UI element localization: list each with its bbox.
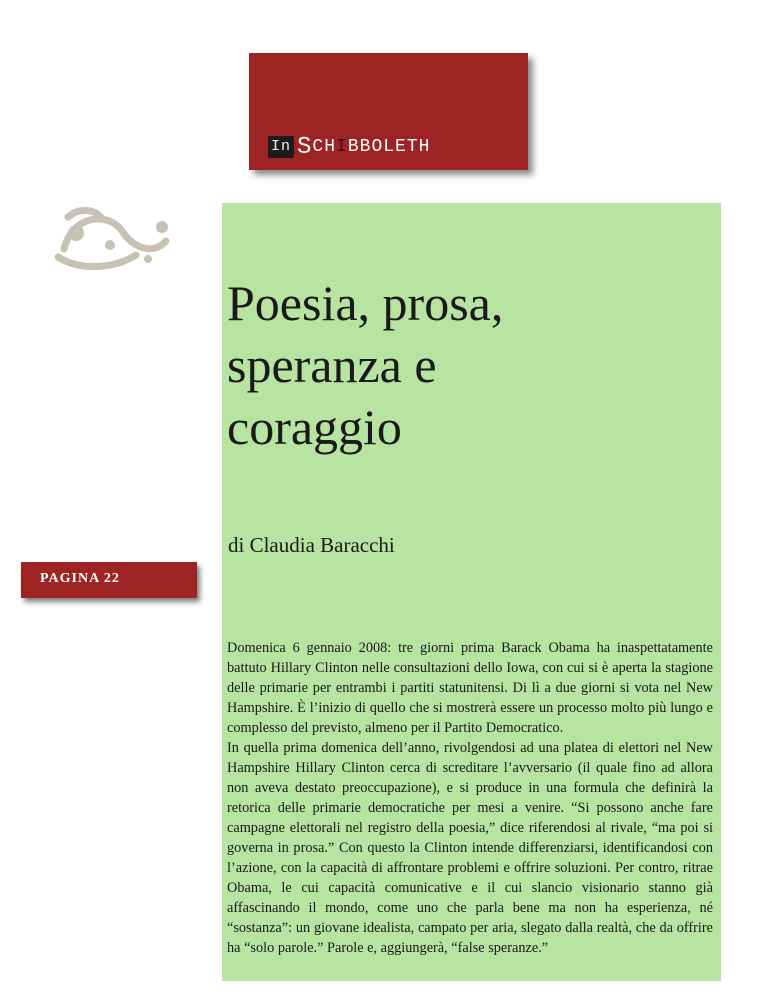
masthead-part2: BBOLETH <box>347 137 431 157</box>
article-byline: di Claudia Baracchi <box>228 533 395 557</box>
page-number-label: PAGINA 22 <box>40 571 120 586</box>
masthead-logo <box>268 132 430 162</box>
masthead-box <box>249 53 528 170</box>
masthead-prefix: In <box>268 136 294 158</box>
masthead-i: I <box>336 137 348 157</box>
title-line: coraggio <box>227 399 402 455</box>
article-title <box>227 272 707 458</box>
article-body <box>227 638 713 958</box>
title-line: Poesia, prosa, <box>227 275 504 331</box>
masthead-part1: CH <box>312 137 337 157</box>
decorative-flourish-icon <box>50 205 175 273</box>
article-paragraph: In quella prima domenica dell’anno, rivolgendosi ad una platea di elettori nel New Hampshire Hillary Clinton cerca di screditare l’avversario (il quale fino ad allora non aveva destato preoccupazione), e si produce in una formula che definirà la retorica delle primarie democratiche per mesi a venire. “Si possono anche fare campagne elettorali nel registro della poesia,” dice riferendosi al rivale, “ma poi si governa in prosa.” Con questo la Clinton intende differenziarsi, identificandosi con l’azione, con la capacità di affrontare problemi e offrire soluzioni. Per contro, ritrae Obama, le cui capacità comunicative e il cui slancio visionario stanno già affascinando il mondo, come uno che parla bene ma non ha esperienza, né “sostanza”: un giovane idealista, campato per aria, slegato dalla realtà, che da offrire ha “solo parole.” Parole e, aggiungerà, “false speranze.” <box>227 740 713 956</box>
page-number-tab <box>21 562 197 598</box>
masthead-initial: S <box>297 133 313 161</box>
article-paragraph: Domenica 6 gennaio 2008: tre giorni prima Barack Obama ha inaspettatamente battuto Hillary Clinton nelle consultazioni dello Iowa, con cui si è aperta la stagione delle primarie per entrambi i partiti statunitensi. Di lì a due giorni si vota nel New Hampshire. È l’inizio di quello che si mostrerà essere un processo molto più lungo e complesso del previsto, almeno per il Partito Democratico. <box>227 640 713 736</box>
title-line: speranza e <box>227 337 437 393</box>
